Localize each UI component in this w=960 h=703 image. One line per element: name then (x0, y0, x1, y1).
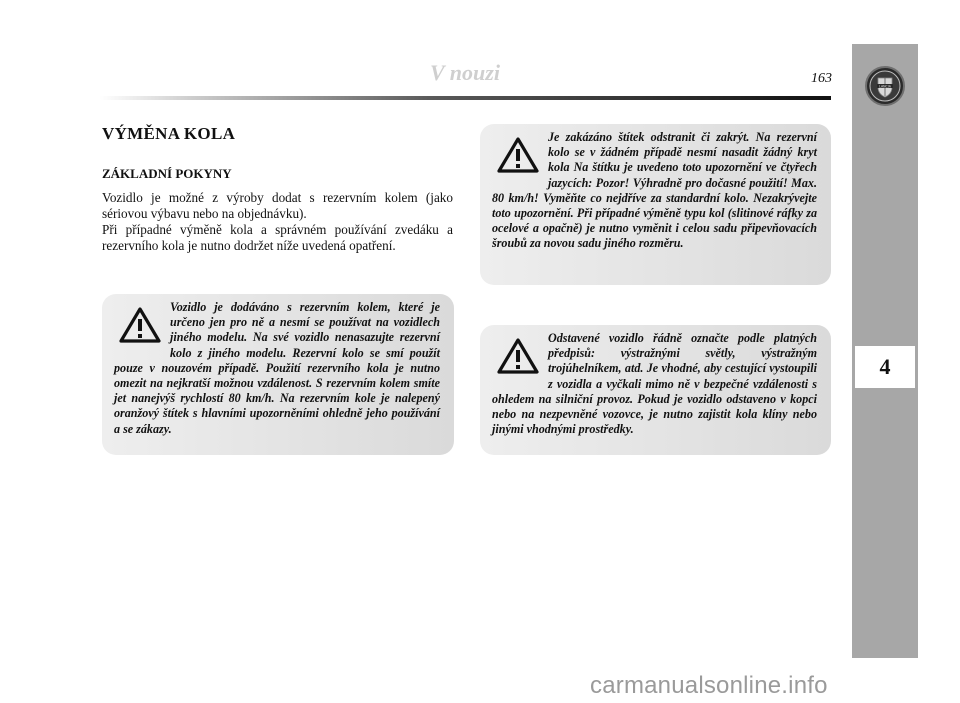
intro-paragraph: Vozidlo je možné z výroby dodat s rezervním kolem (jako sériovou výbavu nebo na objednávku). (102, 190, 453, 221)
warning-text: Je zakázáno štítek odstranit či zakrýt. Na rezervní kolo se v žádném případě nesmí nasadit žádný kryt kola Na štítku je uvedeno toto upozornění ve čtyřech jazycích: Pozor! Výhradně pro dočasné použití! Max. 80 km/h! Vyměňte co nejdříve za standardní kolo. Nezakrývejte toto upozornění. Při případné výměně typu kol (slitinové ráfky za ocelové a opačně) je nutno vyměnit i celou sadu připevňovacích šroubů za novou sadu jiného rozměru. (492, 130, 817, 251)
warning-box-parked-vehicle (480, 325, 831, 455)
warning-triangle-icon (496, 136, 540, 174)
header-rule (100, 96, 831, 100)
lancia-shield-icon (867, 68, 903, 104)
warning-triangle-icon (496, 337, 540, 375)
warning-text: Odstavené vozidlo řádně označte podle platných předpisů: výstražnými světly, výstražným trojúhelníkem, atd. Je vhodné, aby cestující vystoupili z vozidla a vyčkali mimo ně v bezpečné vzdálenosti s ohledem na silniční provoz. Pokud je vozidlo odstaveno v kopci nebo na nezpevněné vozovce, je nutno zajistit kola klíny nebo jinými vhodnými prostředky. (492, 331, 817, 437)
warning-box-label (480, 124, 831, 285)
subsection-title: ZÁKLADNÍ POKYNY (102, 166, 232, 181)
site-watermark: carmanualsonline.info (590, 672, 828, 699)
chapter-number: 4 (855, 346, 915, 388)
warning-triangle-icon (118, 306, 162, 344)
lancia-logo (865, 66, 905, 106)
precautions-paragraph: Při případné výměně kola a správném používání zvedáku a rezervního kola je nutno dodržet níže uvedená opatření. (102, 222, 453, 253)
logo-text: LANCIA (879, 84, 891, 89)
page-number: 163 (811, 71, 832, 86)
section-title: VÝMĚNA KOLA (102, 124, 236, 143)
main-column (102, 124, 453, 254)
warning-box-spare-wheel (102, 294, 454, 455)
warning-text: Vozidlo je dodáváno s rezervním kolem, které je určeno jen pro ně a nesmí se používat na vozidlech jiného modelu. Na své vozidlo nenasazujte rezervní kolo z jiného modelu. Rezervní kolo se smí použít pouze v nouzovém případě. Použití rezervního kola je nutno omezit na nejkratší možnou vzdálenost. S rezervním kolem smíte jet nanejvýš rychlostí 80 km/h. Na rezervním kole je nalepený oranžový štítek s hlavními upozorněními ohledně jeho používání a se zákazy. (114, 300, 440, 436)
page-header-title: V nouzi (430, 60, 500, 85)
